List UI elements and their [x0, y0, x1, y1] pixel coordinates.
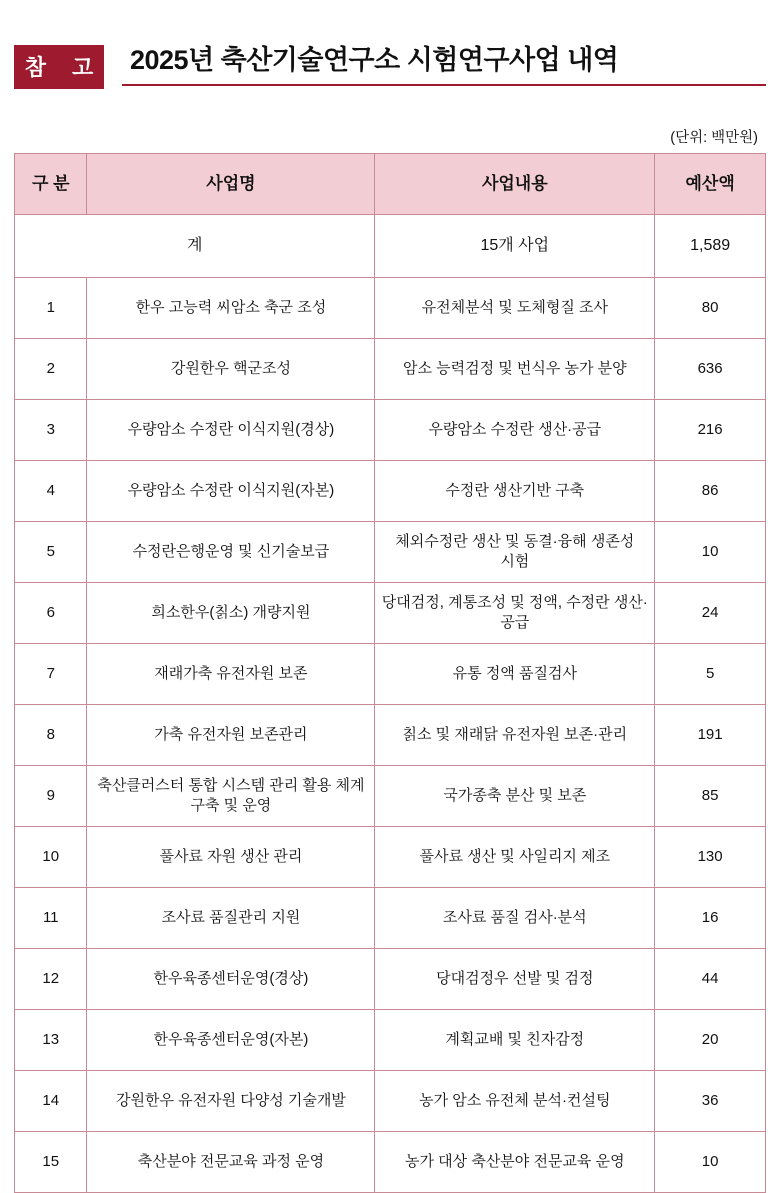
row-amount: 86: [655, 460, 766, 521]
row-desc: 유통 정액 품질검사: [375, 643, 655, 704]
row-desc: 칡소 및 재래닭 유전자원 보존·관리: [375, 704, 655, 765]
row-name: 강원한우 핵군조성: [87, 338, 375, 399]
table-row: [15, 826, 766, 887]
row-amount: 10: [655, 1131, 766, 1192]
table-row: [15, 765, 766, 826]
column-header-amount: 예산액: [655, 153, 766, 214]
projects-table: [14, 153, 766, 1193]
row-no: 5: [15, 521, 87, 582]
row-desc: 계획교배 및 친자감정: [375, 1009, 655, 1070]
row-desc: 농가 대상 축산분야 전문교육 운영: [375, 1131, 655, 1192]
total-amount: 1,589: [655, 214, 766, 277]
row-desc: 암소 능력검정 및 번식우 농가 분양: [375, 338, 655, 399]
row-no: 11: [15, 887, 87, 948]
row-name: 한우 고능력 씨암소 축군 조성: [87, 277, 375, 338]
row-no: 6: [15, 582, 87, 643]
row-amount: 216: [655, 399, 766, 460]
table-row: [15, 1070, 766, 1131]
row-desc: 농가 암소 유전체 분석·컨설팅: [375, 1070, 655, 1131]
table-header-row: [15, 153, 766, 214]
document-header: [14, 44, 766, 90]
row-no: 9: [15, 765, 87, 826]
row-name: 희소한우(칡소) 개량지원: [87, 582, 375, 643]
row-amount: 85: [655, 765, 766, 826]
row-desc: 당대검정우 선발 및 검정: [375, 948, 655, 1009]
row-amount: 16: [655, 887, 766, 948]
row-no: 13: [15, 1009, 87, 1070]
table-row: [15, 460, 766, 521]
row-name: 한우육종센터운영(자본): [87, 1009, 375, 1070]
row-name: 한우육종센터운영(경상): [87, 948, 375, 1009]
row-name: 수정란은행운영 및 신기술보급: [87, 521, 375, 582]
table-row-total: [15, 214, 766, 277]
row-amount: 5: [655, 643, 766, 704]
row-name: 풀사료 자원 생산 관리: [87, 826, 375, 887]
table-row: [15, 399, 766, 460]
page-title: 2025년 축산기술연구소 시험연구사업 내역: [130, 45, 619, 75]
table-row: [15, 704, 766, 765]
table-row: [15, 1009, 766, 1070]
row-amount: 80: [655, 277, 766, 338]
row-name: 축산클러스터 통합 시스템 관리 활용 체계 구축 및 운영: [87, 765, 375, 826]
row-no: 2: [15, 338, 87, 399]
row-no: 12: [15, 948, 87, 1009]
row-desc: 체외수정란 생산 및 동결·융해 생존성 시험: [375, 521, 655, 582]
table-row: [15, 338, 766, 399]
row-amount: 130: [655, 826, 766, 887]
row-amount: 44: [655, 948, 766, 1009]
row-no: 1: [15, 277, 87, 338]
row-name: 조사료 품질관리 지원: [87, 887, 375, 948]
column-header-name: 사업명: [87, 153, 375, 214]
row-no: 8: [15, 704, 87, 765]
header-title-wrap: [122, 44, 766, 90]
row-no: 3: [15, 399, 87, 460]
reference-badge: 참 고: [14, 45, 104, 89]
table-row: [15, 582, 766, 643]
row-amount: 636: [655, 338, 766, 399]
row-desc: 우량암소 수정란 생산·공급: [375, 399, 655, 460]
row-amount: 10: [655, 521, 766, 582]
row-amount: 20: [655, 1009, 766, 1070]
row-desc: 국가종축 분산 및 보존: [375, 765, 655, 826]
row-name: 가축 유전자원 보존관리: [87, 704, 375, 765]
row-amount: 24: [655, 582, 766, 643]
row-amount: 191: [655, 704, 766, 765]
row-name: 우량암소 수정란 이식지원(경상): [87, 399, 375, 460]
column-header-desc: 사업내용: [375, 153, 655, 214]
title-divider: [122, 84, 766, 86]
row-name: 강원한우 유전자원 다양성 기술개발: [87, 1070, 375, 1131]
table-row: [15, 277, 766, 338]
row-no: 10: [15, 826, 87, 887]
total-desc: 15개 사업: [375, 214, 655, 277]
row-name: 우량암소 수정란 이식지원(자본): [87, 460, 375, 521]
row-desc: 조사료 품질 검사·분석: [375, 887, 655, 948]
unit-note: (단위: 백만원): [670, 129, 758, 146]
table-row: [15, 643, 766, 704]
table-header: [15, 153, 766, 214]
table-row: [15, 948, 766, 1009]
total-label: 계: [15, 214, 375, 277]
row-desc: 유전체분석 및 도체형질 조사: [375, 277, 655, 338]
row-name: 재래가축 유전자원 보존: [87, 643, 375, 704]
row-no: 15: [15, 1131, 87, 1192]
row-name: 축산분야 전문교육 과정 운영: [87, 1131, 375, 1192]
table-row: [15, 1131, 766, 1192]
row-no: 14: [15, 1070, 87, 1131]
table-body: [15, 214, 766, 1192]
row-no: 4: [15, 460, 87, 521]
row-no: 7: [15, 643, 87, 704]
row-desc: 당대검정, 계통조성 및 정액, 수정란 생산·공급: [375, 582, 655, 643]
table-row: [15, 521, 766, 582]
table-row: [15, 887, 766, 948]
row-desc: 풀사료 생산 및 사일리지 제조: [375, 826, 655, 887]
row-amount: 36: [655, 1070, 766, 1131]
row-desc: 수정란 생산기반 구축: [375, 460, 655, 521]
column-header-no: 구 분: [15, 153, 87, 214]
